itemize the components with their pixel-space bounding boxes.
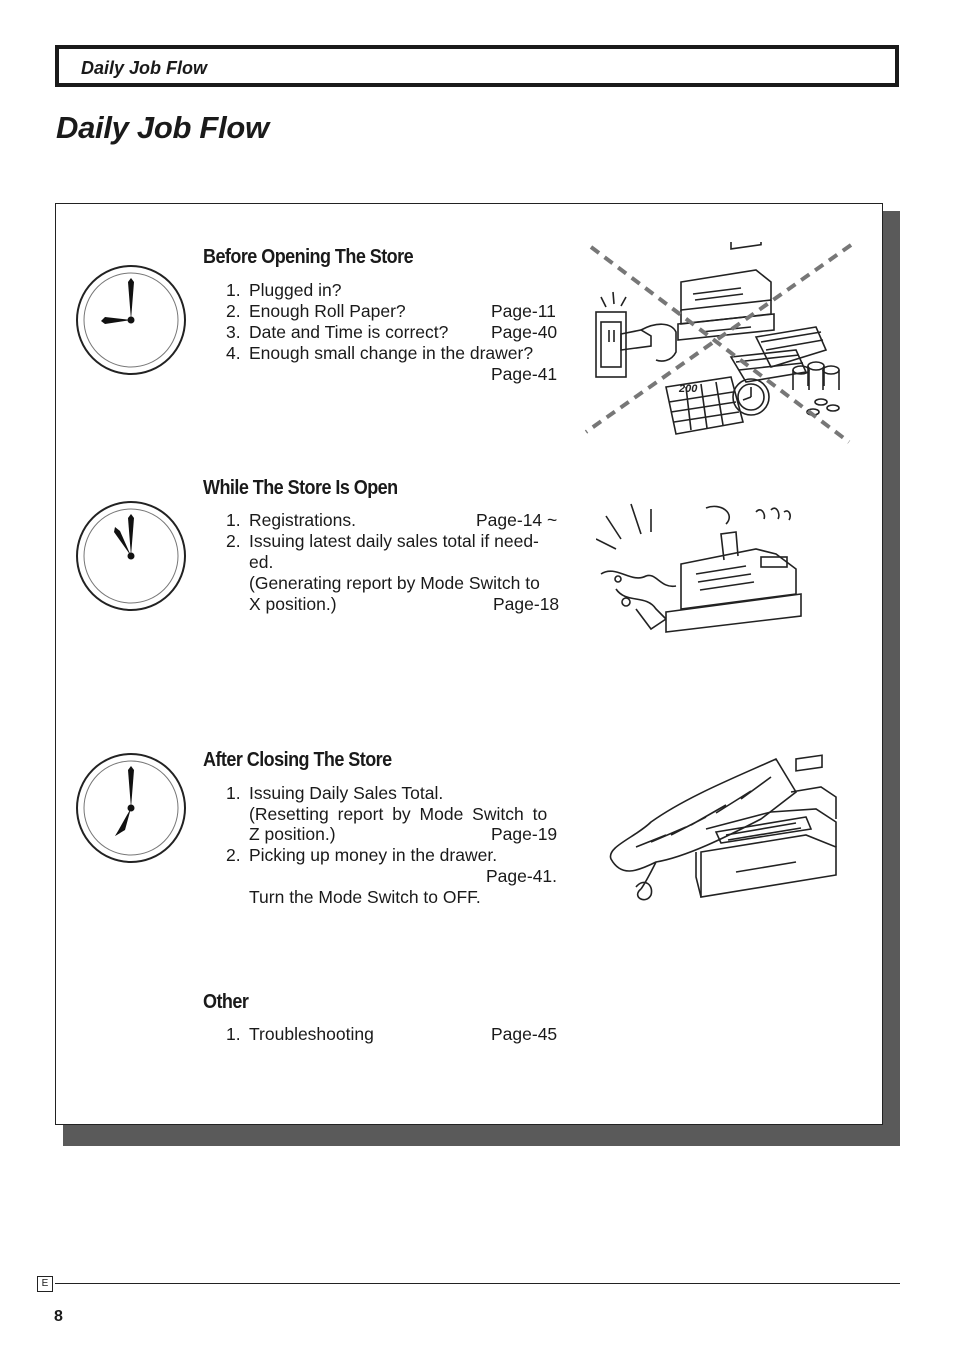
page-reference: Page-45 <box>491 1024 558 1044</box>
language-code-box: E <box>37 1276 53 1292</box>
item-text: ed. <box>249 552 274 572</box>
item-number: 4. <box>226 343 241 363</box>
page-reference: Page-40 <box>491 322 558 342</box>
item-text: Plugged in? <box>249 280 342 300</box>
item-text: Date and Time is correct? <box>249 322 449 342</box>
page-reference: Page-18 <box>493 594 560 614</box>
section-title-other: Other <box>203 991 249 1013</box>
page-reference: Page-41. <box>486 866 558 886</box>
calendar-year-label: 200 <box>679 383 698 395</box>
item-text: (Generating report by Mode Switch to <box>249 573 540 593</box>
job-flow-panel <box>55 203 883 1125</box>
item-number: 2. <box>226 845 241 865</box>
running-header <box>55 45 899 87</box>
page-reference: Page-41 <box>491 364 558 384</box>
page-reference: Page-14 ~ <box>476 510 558 530</box>
item-text: Enough small change in the drawer? <box>249 343 534 363</box>
item-text: Issuing Daily Sales Total. <box>249 783 444 803</box>
item-text: Turn the Mode Switch to OFF. <box>249 887 481 907</box>
section-title-before-opening: Before Opening The Store <box>203 246 414 268</box>
page-number: 8 <box>54 1308 63 1325</box>
register-in-use-illustration <box>596 494 806 639</box>
section-title-after-closing: After Closing The Store <box>203 749 392 771</box>
item-number: 1. <box>226 510 241 530</box>
pre-opening-checklist-illustration <box>581 242 856 447</box>
item-text: (Resetting report by Mode Switch to <box>249 804 548 824</box>
item-number: 1. <box>226 783 241 803</box>
page-title: Daily Job Flow <box>56 110 269 145</box>
page-reference: Page-11 <box>491 301 556 321</box>
item-text: Issuing latest daily sales total if need- <box>249 531 539 551</box>
item-number: 2. <box>226 301 241 321</box>
section-title-while-open: While The Store Is Open <box>203 477 398 499</box>
item-text: X position.) <box>249 594 337 614</box>
item-number: 3. <box>226 322 241 342</box>
item-text: Z position.) <box>249 824 336 844</box>
item-text: Registrations. <box>249 510 356 530</box>
page-reference: Page-19 <box>491 824 558 844</box>
item-text: Picking up money in the drawer. <box>249 845 498 865</box>
footer-divider <box>55 1283 900 1284</box>
item-number: 1. <box>226 1024 241 1044</box>
register-closing-report-illustration <box>596 747 846 907</box>
item-number: 1. <box>226 280 241 300</box>
running-header-title: Daily Job Flow <box>81 58 208 78</box>
item-text: Enough Roll Paper? <box>249 301 406 321</box>
item-number: 2. <box>226 531 241 551</box>
item-text: Troubleshooting <box>249 1024 374 1044</box>
